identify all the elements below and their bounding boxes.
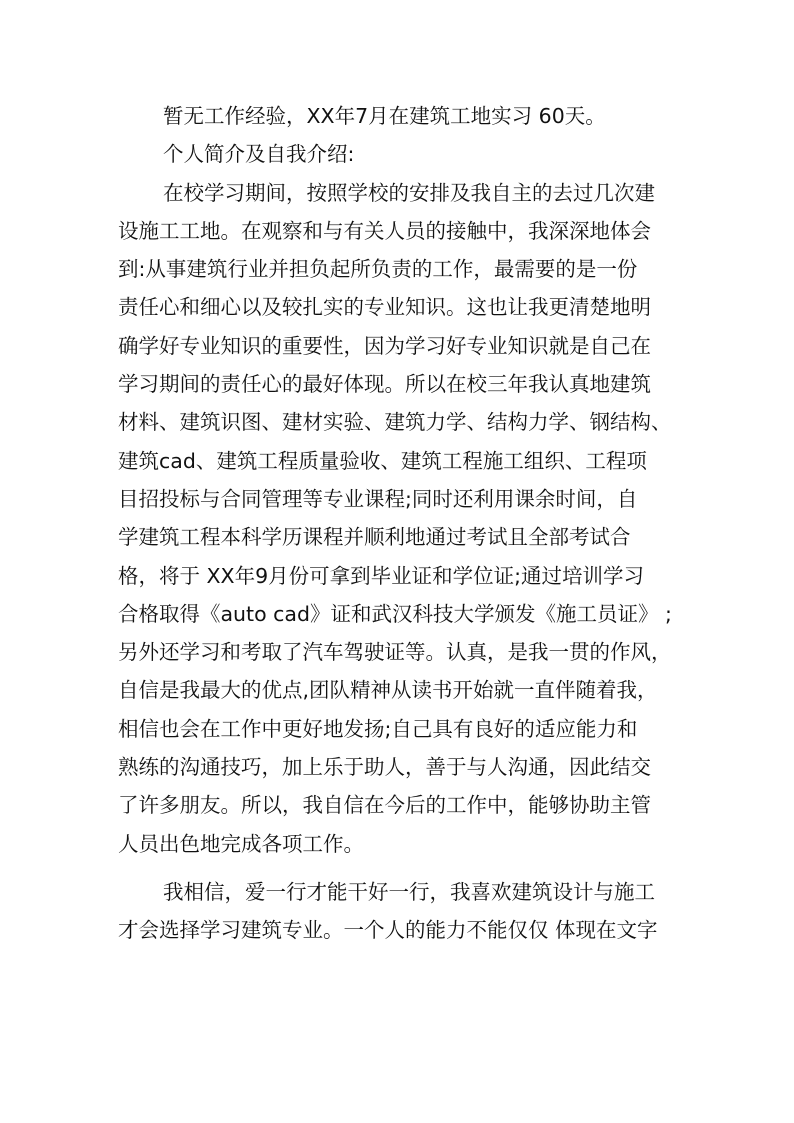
text-line: 人员出色地完成各项工作。 <box>118 831 364 856</box>
text-line: 合格取得《auto cad》证和武汉科技大学颁发《施工员证》 ; <box>118 601 672 626</box>
paragraph-intro-heading <box>118 135 678 173</box>
text-line: 目招投标与合同管理等专业课程;同时还利用课余时间，自 <box>118 486 638 511</box>
text-line: 暂无工作经验，XX年7月在建筑工地实习 60天。 <box>163 104 606 128</box>
paragraph-work-experience <box>118 97 678 135</box>
text-line: 另外还学习和考取了汽车驾驶证等。认真，是我一贯的作风， <box>118 640 672 665</box>
text-line: 格，将于 XX年9月份可拿到毕业证和学位证;通过培训学习 <box>118 563 645 588</box>
text-line: 在校学习期间，按照学校的安排及我自主的去过几次建 <box>163 180 655 205</box>
text-line: 学建筑工程本科学历课程并顺利地通过考试且全部考试合 <box>118 525 631 550</box>
paragraph-spacer <box>118 863 678 873</box>
text-line: 学习期间的责任心的最好体现。所以在校三年我认真地建筑 <box>118 372 651 397</box>
text-line: 熟练的沟通技巧，加上乐于助人，善于与人沟通，因此结交 <box>118 755 651 780</box>
text-line: 建筑cad、建筑工程质量验收、建筑工程施工组织、工程项 <box>118 448 647 473</box>
text-line: 到:从事建筑行业并担负起所负责的工作，最需要的是一份 <box>118 257 638 282</box>
text-line: 材料、建筑识图、建材实验、建筑力学、结构力学、钢结构、 <box>118 410 672 435</box>
text-line: 责任心和细心以及较扎实的专业知识。这也让我更清楚地明 <box>118 295 651 320</box>
paragraph-career-choice <box>118 873 678 950</box>
text-line: 自信是我最大的优点,团队精神从读书开始就一直伴随着我， <box>118 678 658 703</box>
text-line: 了许多朋友。所以，我自信在今后的工作中，能够协助主管 <box>118 793 651 818</box>
text-line: 确学好专业知识的重要性，因为学习好专业知识就是自己在 <box>118 333 651 358</box>
text-line: 才会选择学习建筑专业。一个人的能力不能仅仅 体现在文字 <box>118 918 658 943</box>
document-body <box>118 97 678 950</box>
text-line: 设施工工地。在观察和与有关人员的接触中，我深深地体会 <box>118 218 651 243</box>
text-line: 个人简介及自我介绍: <box>163 142 355 167</box>
text-line: 相信也会在工作中更好地发扬;自己具有良好的适应能力和 <box>118 716 638 741</box>
paragraph-self-introduction <box>118 174 678 863</box>
text-line: 我相信，爱一行才能干好一行，我喜欢建筑设计与施工 <box>163 879 655 904</box>
